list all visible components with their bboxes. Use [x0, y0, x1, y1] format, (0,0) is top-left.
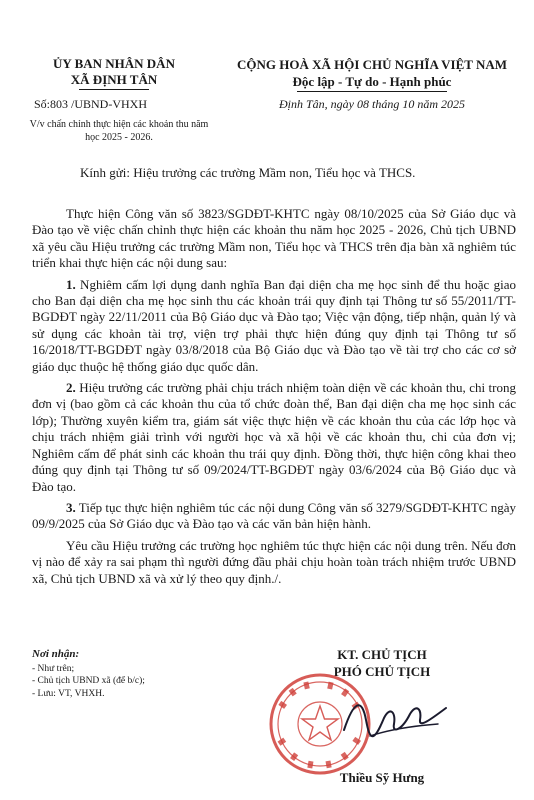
intro-paragraph: Thực hiện Công văn số 3823/SGDĐT-KHTC ngày 08/10/2025 của Sở Giáo dục và Đào tạo về việc chấn chỉnh thực hiện các khoản thu năm học 2025 - 2026, Chủ tịch UBND xã yêu cầu Hiệu trưởng các trường Mầm non, Tiểu học và THCS trên địa bàn xã nghiêm túc triển khai thực hiện các nội dung sau:: [32, 206, 516, 271]
recipient-item: - Lưu: VT, VHXH.: [32, 688, 105, 699]
item-paragraph-3: [32, 500, 516, 533]
org-underline: [79, 89, 149, 90]
item-number: 2.: [66, 380, 76, 396]
item-paragraph-2: [32, 380, 516, 495]
item-paragraph-1: [32, 277, 516, 375]
document-number: Số:803 /UBND-VHXH: [34, 97, 148, 111]
document-date: Định Tân, ngày 08 tháng 10 năm 2025: [279, 97, 465, 111]
recipient-item: - Như trên;: [32, 663, 75, 674]
item-number: 1.: [66, 276, 76, 292]
handwritten-signature-icon: [340, 690, 450, 750]
signature-position: PHÓ CHỦ TỊCH: [333, 664, 431, 679]
issuing-organization: [14, 56, 214, 90]
closing-paragraph: Yêu cầu Hiệu trưởng các trường học nghiêm túc thực hiện các nội dung trên. Nếu đơn vị nào để xảy ra sai phạm thì người đứng đầu phải chịu hoàn toàn trách nhiệm trước UBND xã, Chủ tịch UBND xã và xử lý theo quy định./.: [32, 537, 516, 586]
recipients-block: [32, 648, 262, 700]
org-commune: XÃ ĐỊNH TÂN: [70, 72, 158, 87]
document-subject: V/v chấn chỉnh thực hiện các khoản thu năm học 2025 - 2026.: [29, 119, 209, 143]
national-motto: [214, 56, 530, 92]
item-number: 3.: [66, 499, 76, 515]
nation-name: CỘNG HOÀ XÃ HỘI CHỦ NGHĨA VIỆT NAM: [236, 57, 508, 72]
motto-underline: [297, 91, 447, 92]
document-body: [32, 206, 516, 592]
item-text: Nghiêm cấm lợi dụng danh nghĩa Ban đại diện cha mẹ học sinh để thu hoặc giao cho Ban đại diện cha mẹ học sinh thu các khoản trái quy định tại Thông tư số 55/2011/TT-BGDĐT ngày 22/11/2011 của Bộ Giáo dục và Đào tạo; Việc vận động, tiếp nhận, quản lý và sử dụng các khoản tài trợ, viện trợ phải thực hiện đúng quy định tại Thông tư số 16/2018/TT-BGDĐT ngày 03/8/2018 của Bộ Giáo dục và Đào tạo về tài trợ cho các cơ sở giáo dục thuộc hệ thống giáo dục quốc dân.: [32, 276, 516, 374]
item-text: Hiệu trưởng các trường phải chịu trách nhiệm toàn diện về các khoản thu, chi trong đơn vị (bao gồm cả các khoản thu của tổ chức đoàn thể, Ban đại diện cha mẹ học sinh các lớp); Thường xuyên kiểm tra, giám sát việc thực hiện về các khoản thu của các lớp học và chịu trách nhiệm giải trình với người học và xã hội về các khoản thu, chi của đơn vị; Nghiêm cấm để phát sinh các khoản thu trái quy định. Đồng thời, thực hiện công khai theo đúng quy định tại Thông tư số 09/2024/TT-BGDĐT ngày 03/6/2024 của Bộ Giáo dục và Đào tạo.: [32, 380, 516, 494]
item-text: Tiếp tục thực hiện nghiêm túc các nội dung Công văn số 3279/SGDĐT-KHTC ngày 09/9/2025 của Sở Giáo dục và Đào tạo và các văn bản hiện hành.: [32, 499, 516, 532]
org-name: ỦY BAN NHÂN DÂN: [53, 56, 175, 71]
signer-name: Thiều Sỹ Hưng: [339, 770, 425, 785]
motto: Độc lập - Tự do - Hạnh phúc: [292, 74, 452, 89]
recipient-item: - Chủ tịch UBND xã (để b/c);: [32, 676, 145, 686]
recipients-title: Nơi nhận:: [32, 648, 80, 660]
signature-title: KT. CHỦ TỊCH: [337, 647, 427, 662]
greeting: Kính gửi: Hiệu trưởng các trường Mầm non, Tiểu học và THCS.: [80, 165, 416, 180]
